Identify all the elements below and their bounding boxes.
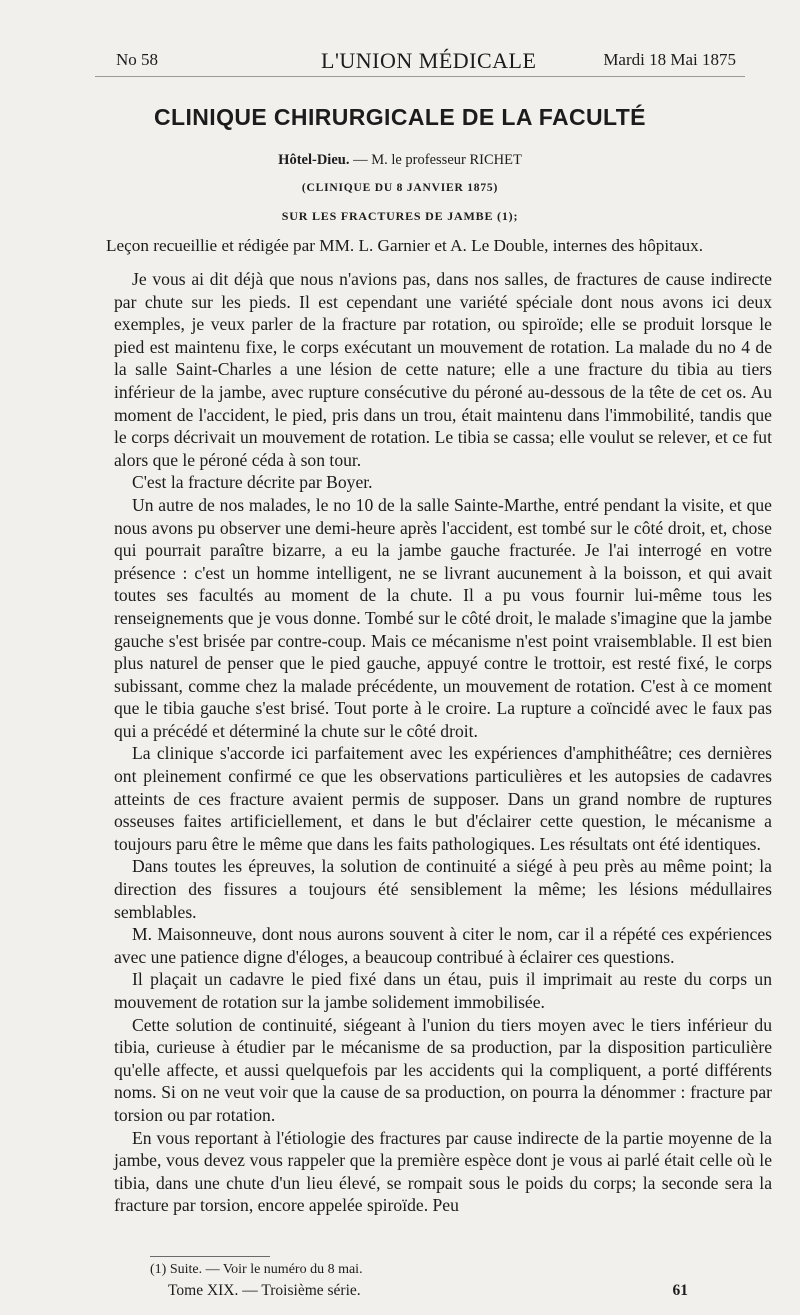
attribution: Leçon recueillie et rédigée par MM. L. Garnier et A. Le Double, internes des hôpitaux. [106, 236, 704, 255]
paragraph: M. Maisonneuve, dont nous aurons souvent à citer le nom, car il a répété ces expériences avec une patience digne d'éloges, a beaucoup contribué à éclairer ces questions. [114, 924, 772, 967]
article-body [114, 268, 772, 1217]
article-title: CLINIQUE CHIRURGICALE DE LA FACULTÉ [154, 104, 646, 130]
issue-number: No 58 [116, 50, 159, 69]
hospital-line [0, 152, 800, 169]
header-rule [95, 76, 745, 77]
paragraph: Cette solution de continuité, siégeant à l'union du tiers moyen avec le tiers inférieur du tibia, curieuse à étudier par le mécanisme de sa production, par la disposition particulière qu'elle affecte, et aussi quelquefois par les accidents qui la compliquent, a porté différents noms. Si on ne veut voir que la cause de sa production, on pourra la dénommer : fracture par torsion ou par rotation. [114, 1014, 772, 1125]
paragraph: La clinique s'accorde ici parfaitement avec les expériences d'amphithéâtre; ces dernières ont pleinement confirmé ce que les observations particulières et les autopsies de cadavres atteints de ces fracture avaient permis de supposer. Dans un grand nombre de ruptures osseuses faites artificiellement, et dans le but d'éclairer cette question, le mécanisme a toujours paru être le même que dans les faits pathologiques. Les résultats ont été identiques. [114, 743, 772, 854]
clinic-date: (CLINIQUE DU 8 JANVIER 1875) [301, 182, 499, 194]
paragraph: C'est la fracture décrite par Boyer. [132, 472, 373, 493]
paragraph: Je vous ai dit déjà que nous n'avions pas, dans nos salles, de fractures de cause indirecte par chute sur les pieds. Il est cependant une variété spéciale dont nous avons ici deux exemples, je veux parler de la fracture par rotation, ou spiroïde; elle se produit lorsque le pied est maintenu fixe, le corps exécutant un mouvement de rotation. La malade du no 4 de la salle Saint-Charles a une lésion de cette nature; elle a une fracture du tibia au tiers inférieur de la jambe, avec rupture consécutive du péroné au-dessous de la tête de cet os. Au moment de l'accident, le pied, pris dans un trou, était maintenu dans l'immobilité, tandis que le corps décrivait un mouvement de rotation. Le tibia se cassa; elle voulut se relever, et ce fut alors que le péroné céda à son tour. [114, 269, 772, 470]
hospital-name: Hôtel-Dieu. [278, 152, 350, 168]
professor-name: — M. le professeur RICHET [353, 152, 522, 168]
paragraph: Dans toutes les épreuves, la solution de continuité a siégé à peu près au même point; la direction des fissures a toujours été sensiblement la même; les lésions médullaires semblables. [114, 856, 772, 922]
tome-series: Tome XIX. — Troisième série. [168, 1282, 361, 1299]
lecture-title: SUR LES FRACTURES DE JAMBE (1); [281, 209, 519, 223]
paragraph: En vous reportant à l'étiologie des fractures par cause indirecte de la partie moyenne de la jambe, vous devez vous rappeler que la première espèce dont je vous ai parlé était celle où le tibia, dans une chute d'un lieu élevé, se rompait sous le poids du corps; la seconde sera la fracture par torsion, encore appelée spiroïde. Peu [114, 1127, 772, 1216]
issue-date: Mardi 18 Mai 1875 [603, 50, 736, 69]
paragraph: Un autre de nos malades, le no 10 de la salle Sainte-Marthe, entré pendant la visite, et que nous avons pu observer une demi-heure après l'accident, est tombé sur le côté droit, et, chose qui pourrait paraître bizarre, a eu la jambe gauche fracturée. Je l'ai interrogé en votre présence : c'est un homme intelligent, ne se livrant aucunement à la boisson, et qui avait toutes ses facultés au moment de la chute. Il a pu vous fournir lui-même tous les renseignements que je vous donne. Tombé sur le côté droit, le malade s'imagine que la jambe gauche s'est brisée par contre-coup. Mais ce mécanisme n'est point vraisemblable. Il est bien plus naturel de penser que le pied gauche, appuyé contre le trottoir, est resté fixé, le corps subissant, comme chez la malade précédente, un mouvement de rotation. C'est à ce moment que le tibia gauche s'est brisé. Tout porte à le croire. La rupture a coïncidé avec le faux pas qui a précédé et déterminé la chute sur le côté droit. [114, 494, 772, 741]
footnote: (1) Suite. — Voir le numéro du 8 mai. [150, 1262, 363, 1277]
paragraph: Il plaçait un cadavre le pied fixé dans un étau, puis il imprimait au reste du corps un mouvement de rotation sur la jambe solidement immobilisée. [114, 969, 772, 1012]
page-number: 61 [672, 1282, 688, 1299]
footnote-rule [150, 1256, 270, 1257]
journal-name: L'UNION MÉDICALE [321, 48, 537, 73]
running-header [116, 50, 736, 74]
